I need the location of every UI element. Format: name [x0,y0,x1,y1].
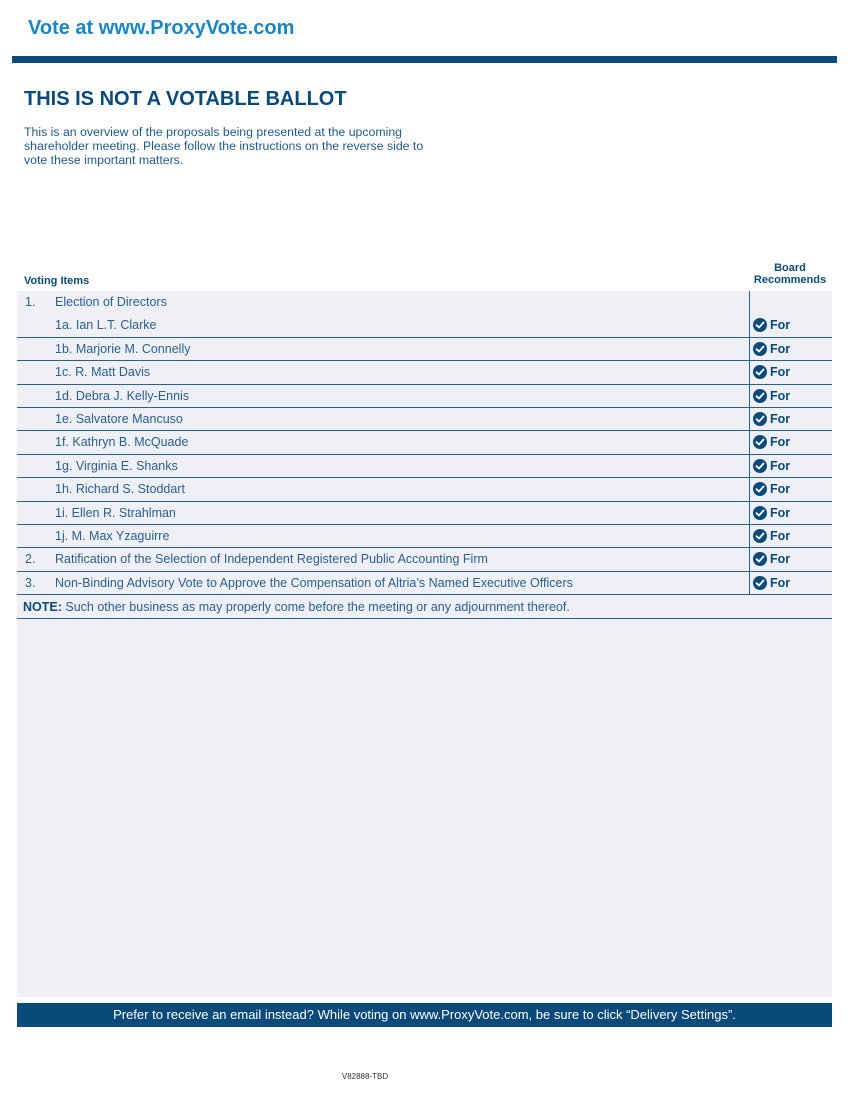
voting-table [17,291,832,619]
column-divider [749,385,750,407]
recommendation-text: For [770,482,791,497]
item-label: 1j. M. Max Yzaguirre [55,528,170,543]
column-header-board: Board [774,262,806,274]
table-row [17,478,832,501]
item-label: Ratification of the Selection of Independent Registered Public Accounting Firm [55,552,488,567]
checkmark-icon [753,435,767,449]
column-divider [749,338,750,360]
recommendation-text: For [770,318,791,333]
note-body: Such other business as may properly come before the meeting or any adjournment thereof. [61,600,570,615]
item-label: 1f. Kathryn B. McQuade [55,435,189,450]
column-divider [749,525,750,547]
recommendation-text: For [770,435,791,450]
recommendation-text: For [770,575,791,590]
board-recommendation [753,342,790,356]
column-divider [749,572,750,594]
column-divider [749,361,750,383]
item-label: 1a. Ian L.T. Clarke [55,318,157,333]
checkmark-icon [753,529,767,543]
column-divider [749,431,750,453]
checkmark-icon [753,342,767,356]
recommendation-text: For [770,552,791,567]
column-divider [749,314,750,336]
table-row [17,572,832,595]
board-recommendation [753,529,790,543]
column-divider [749,548,750,570]
item-number: 1. [25,295,36,309]
table-row [17,408,832,431]
board-recommendation [753,552,790,566]
item-label: 1h. Richard S. Stoddart [55,482,185,497]
item-label: Non-Binding Advisory Vote to Approve the Compensation of Altria’s Named Executive Officers [55,575,573,590]
board-recommendation [753,365,790,379]
recommendation-text: For [770,458,791,473]
item-label: 1g. Virginia E. Shanks [55,458,178,473]
recommendation-text: For [770,505,791,520]
checkmark-icon [753,365,767,379]
item-label: Election of Directors [55,295,167,309]
board-recommendation [753,482,790,496]
item-label: 1c. R. Matt Davis [55,365,151,380]
top-divider [12,56,837,63]
checkmark-icon [753,552,767,566]
checkmark-icon [753,506,767,520]
table-row [17,455,832,478]
note-label: NOTE: [23,600,62,615]
column-header-recommends: Recommends [753,274,827,286]
table-row [17,361,832,384]
board-recommendation [753,318,790,332]
recommendation-text: For [770,341,791,356]
column-header-board-recommends [749,262,831,286]
board-recommendation [753,459,790,473]
footer-banner: Prefer to receive an email instead? While voting on www.ProxyVote.com, be sure to click “Delivery Settings”. [17,1003,832,1027]
table-row [17,525,832,548]
checkmark-icon [753,318,767,332]
recommendation-text: For [770,528,791,543]
item-label: 1e. Salvatore Mancuso [55,411,183,426]
column-divider [749,478,750,500]
intro-paragraph: This is an overview of the proposals being presented at the upcoming shareholder meeting. Please follow the instructions on the reverse side to vote these important matters. [24,125,424,167]
checkmark-icon [753,459,767,473]
board-recommendation [753,506,790,520]
board-recommendation [753,412,790,426]
board-recommendation [753,576,790,590]
checkmark-icon [753,576,767,590]
board-recommendation [753,435,790,449]
checkmark-icon [753,482,767,496]
table-row [17,548,832,571]
recommendation-text: For [770,411,791,426]
table-row [17,502,832,525]
column-divider [749,455,750,477]
table-row [17,291,832,314]
recommendation-text: For [770,365,791,380]
document-code: V82888-TBD [341,1072,389,1081]
item-number: 3. [25,575,36,590]
page-title: THIS IS NOT A VOTABLE BALLOT [24,88,347,110]
table-row [17,385,832,408]
board-recommendation [753,389,790,403]
table-row [17,314,832,337]
item-label: 1b. Marjorie M. Connelly [55,341,191,356]
column-divider [749,408,750,430]
item-label: 1d. Debra J. Kelly-Ennis [55,388,190,403]
table-row [17,431,832,454]
column-header-voting-items: Voting Items [24,275,90,287]
column-divider [749,502,750,524]
item-number: 2. [25,552,36,567]
note-row [17,595,832,619]
note-text [23,600,570,614]
column-divider [749,291,750,314]
recommendation-text: For [770,388,791,403]
item-label: 1i. Ellen R. Strahlman [55,505,176,520]
checkmark-icon [753,389,767,403]
table-row [17,338,832,361]
checkmark-icon [753,412,767,426]
header-url-title: Vote at www.ProxyVote.com [28,17,295,39]
